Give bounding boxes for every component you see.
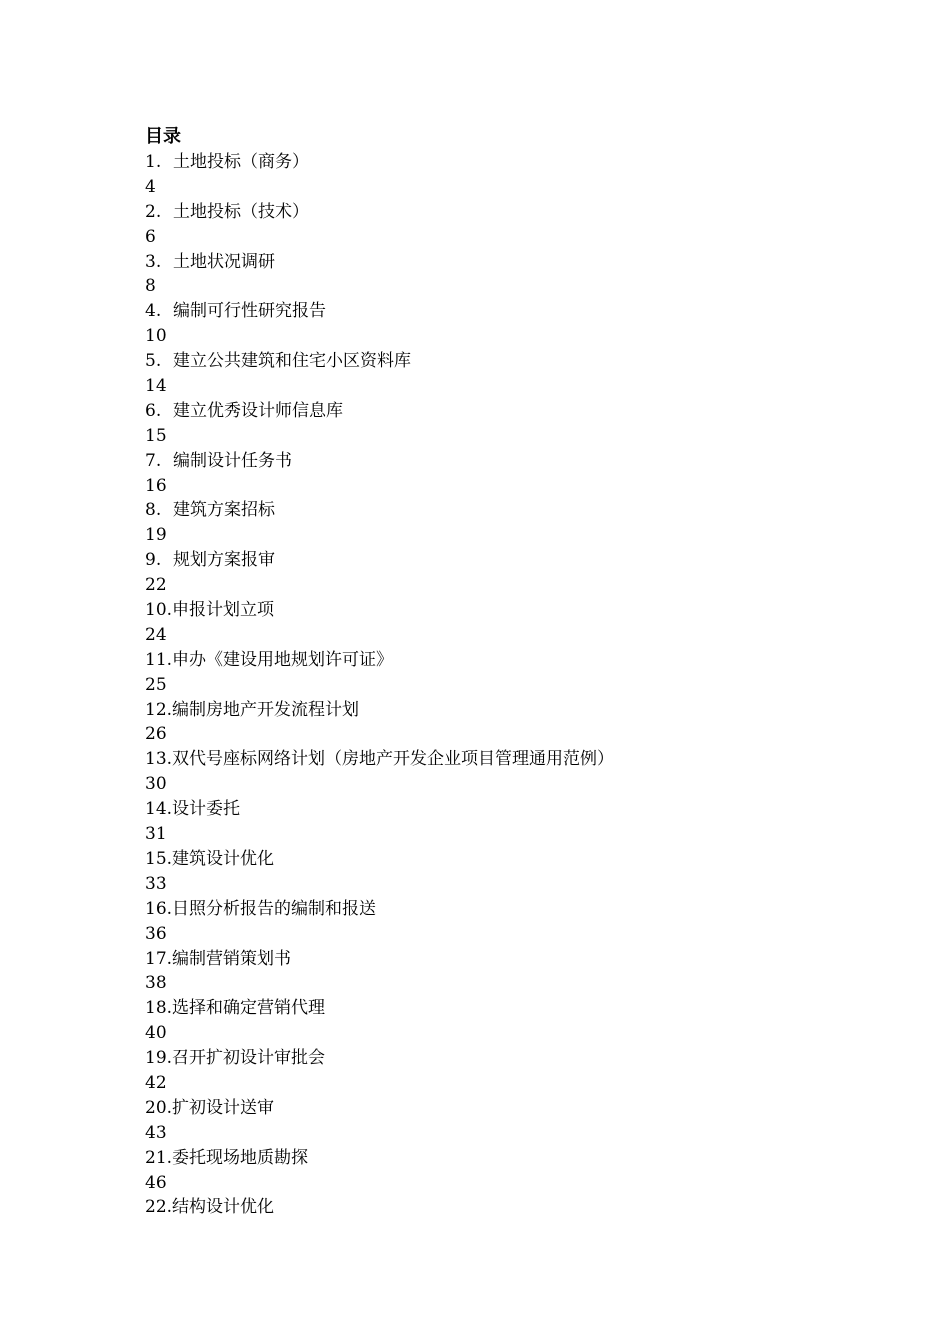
toc-entry-page-number: 46 [145,1172,167,1193]
toc-entry-heading [145,399,845,424]
toc-entry-number: 17. [145,948,173,969]
toc-entry-number: 11. [145,649,173,670]
toc-entry-heading [145,897,845,922]
toc-entry [145,947,845,997]
toc-entry-heading [145,797,845,822]
toc-entry [145,498,845,548]
toc-entry-heading [145,498,845,523]
toc-entry-page-number: 6 [145,226,156,247]
toc-entry-page-number: 25 [145,674,167,695]
toc-entry-heading [145,648,845,673]
toc-entry-number: 1. [145,152,162,172]
toc-entry-heading [145,698,845,723]
toc-entry-heading [145,996,845,1021]
toc-entry-number: 12. [145,699,173,720]
toc-entry [145,548,845,598]
toc-entry-number: 9. [145,550,162,571]
toc-entry [145,747,845,797]
toc-entry-page-number: 36 [145,923,167,944]
toc-entry-page-number: 16 [145,475,167,496]
toc-entry-label: 申办《建设用地规划许可证》 [172,649,394,670]
toc-entry-number: 18. [145,998,173,1019]
toc-entry-page-number: 14 [145,376,167,397]
toc-entry-number: 19. [145,1048,173,1069]
toc-entry-label: 申报计划立项 [172,600,275,621]
toc-entry [145,847,845,897]
toc-entry-page-number: 31 [145,824,167,845]
toc-entry-number: 21. [145,1147,173,1168]
toc-entry-page-number: 8 [145,276,156,297]
toc-entry-heading [145,598,845,623]
toc-entry-label: 选择和确定营销代理 [172,998,326,1019]
toc-entry-label: 设计委托 [172,799,241,820]
toc-entry [145,250,845,300]
toc-entry [145,598,845,648]
toc-entry [145,897,845,947]
toc-entry-number: 4. [145,301,162,322]
toc-entry [145,1146,845,1196]
toc-entry-heading [145,1096,845,1121]
toc-entry-number: 15. [145,848,173,869]
toc-entry-number: 20. [145,1097,173,1118]
toc-entry-page-number: 33 [145,873,167,894]
toc-entry-label: 扩初设计送审 [172,1097,275,1118]
toc-entry-page-number: 19 [145,525,167,546]
toc-entry [145,449,845,499]
toc-entries [145,150,845,1220]
toc-entry [145,698,845,748]
toc-entry-number: 22. [145,1197,173,1218]
toc-entry-page-number: 22 [145,575,167,596]
toc-entry-number: 2. [145,201,162,222]
toc-entry-page-number: 43 [145,1122,167,1143]
toc-entry-label: 土地投标（技术） [173,201,309,222]
toc-entry [145,1096,845,1146]
toc-entry-heading [145,200,845,225]
toc-entry [145,648,845,698]
toc-entry-heading [145,847,845,872]
table-of-contents [145,124,845,1220]
toc-entry-page-number: 4 [145,176,156,197]
toc-entry-page-number: 15 [145,425,167,446]
toc-entry-label: 建立优秀设计师信息库 [173,400,343,421]
toc-entry [145,1046,845,1096]
toc-entry-label: 双代号座标网络计划（房地产开发企业项目管理通用范例） [172,749,615,770]
toc-entry [145,1195,845,1220]
toc-entry-heading [145,150,845,175]
toc-entry-page-number: 42 [145,1072,167,1093]
toc-entry [145,996,845,1046]
toc-entry-label: 建筑方案招标 [173,500,275,521]
toc-entry [145,399,845,449]
toc-entry-label: 编制房地产开发流程计划 [172,699,360,720]
toc-entry-number: 16. [145,898,173,919]
toc-entry [145,150,845,200]
toc-entry-heading [145,1146,845,1171]
toc-entry-number: 8. [145,500,162,521]
toc-entry-page-number: 26 [145,724,167,745]
toc-entry-label: 建立公共建筑和住宅小区资料库 [173,351,411,372]
toc-entry-page-number: 38 [145,973,167,994]
toc-entry-heading [145,548,845,573]
toc-entry-label: 编制设计任务书 [173,450,292,471]
toc-entry-number: 13. [145,749,173,770]
toc-entry-label: 结构设计优化 [172,1197,275,1218]
toc-entry-number: 3. [145,251,162,272]
toc-entry-label: 召开扩初设计审批会 [172,1048,326,1069]
toc-entry-heading [145,747,845,772]
toc-entry-page-number: 30 [145,774,167,795]
toc-entry-label: 委托现场地质勘探 [172,1147,309,1168]
toc-entry-heading [145,299,845,324]
toc-title: 目录 [145,126,181,147]
toc-entry-number: 10. [145,600,173,621]
toc-entry-label: 土地状况调研 [173,251,275,272]
toc-entry [145,797,845,847]
toc-entry-number: 5. [145,351,162,372]
toc-entry-label: 编制可行性研究报告 [173,301,326,322]
toc-entry [145,349,845,399]
toc-entry-heading [145,1195,845,1220]
toc-entry-page-number: 10 [145,326,167,347]
toc-entry-page-number: 40 [145,1023,167,1044]
toc-entry-heading [145,449,845,474]
toc-entry-label: 建筑设计优化 [172,848,275,869]
toc-entry-heading [145,250,845,275]
toc-entry-label: 规划方案报审 [173,550,275,571]
toc-entry-heading [145,1046,845,1071]
toc-entry-heading [145,349,845,374]
toc-entry-label: 编制营销策划书 [172,948,292,969]
toc-entry-number: 6. [145,400,162,421]
toc-entry [145,299,845,349]
toc-entry [145,200,845,250]
toc-entry-label: 土地投标（商务） [173,152,309,172]
toc-entry-heading [145,947,845,972]
toc-entry-number: 7. [145,450,162,471]
toc-entry-number: 14. [145,799,173,820]
toc-entry-page-number: 24 [145,624,167,645]
toc-entry-label: 日照分析报告的编制和报送 [172,898,377,919]
